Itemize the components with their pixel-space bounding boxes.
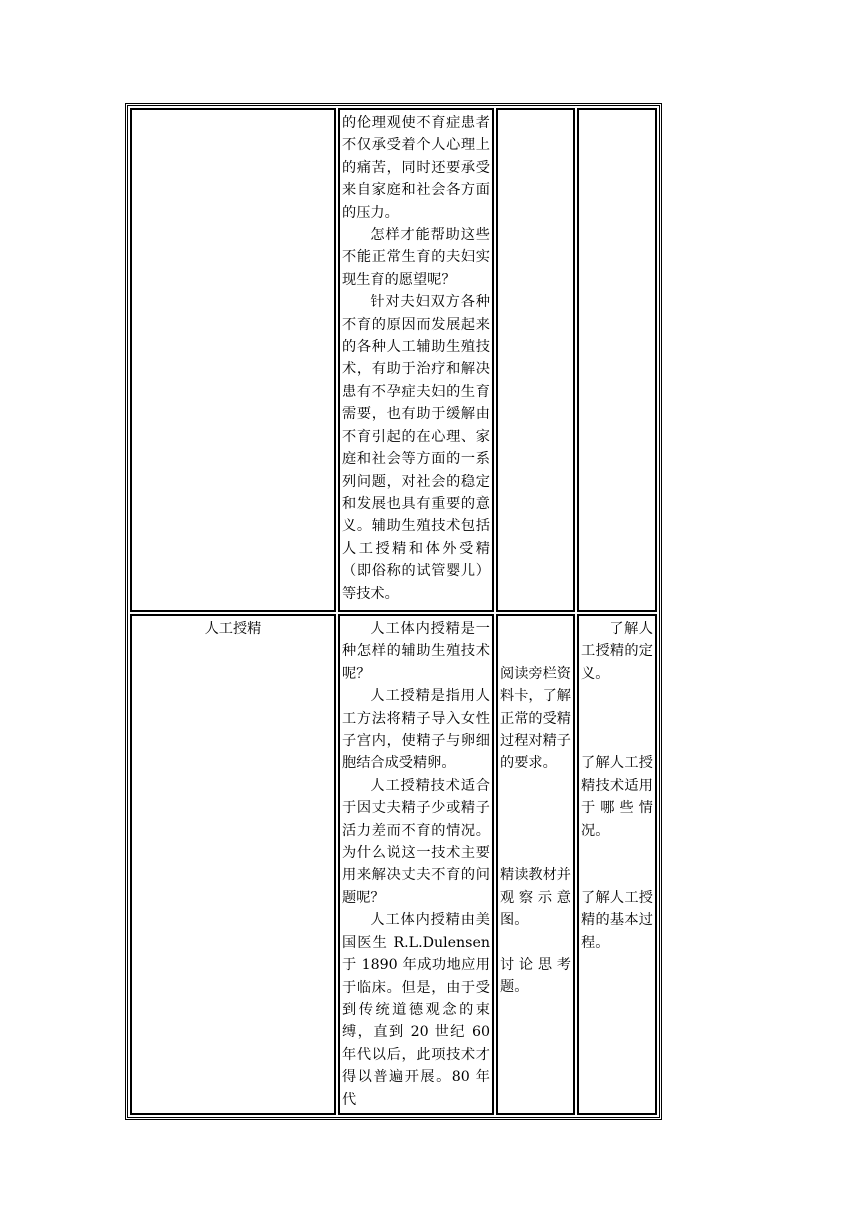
activity-item: 讨论思考题。 <box>500 957 571 996</box>
objective-item: 了解人工授精的定义。 <box>581 621 653 682</box>
objective-item: 了解人工授精技术适用于哪些情况。 <box>581 755 653 839</box>
lesson-plan-table <box>125 103 662 1120</box>
topic-cell <box>130 108 336 612</box>
content-paragraph: 怎样才能帮助这些不能正常生育的夫妇实现生育的愿望呢？ <box>342 227 490 288</box>
content-paragraph: 的伦理观使不育症患者不仅承受着个人心理上的痛苦，同时还要承受来自家庭和社会各方面的压力。 <box>342 115 490 221</box>
objective-item: 了解人工授精的基本过程。 <box>581 889 653 951</box>
content-cell <box>338 614 494 1115</box>
activity-cell <box>496 614 575 1115</box>
lesson-table-container <box>125 103 654 1120</box>
content-paragraph: 人工授精技术适合于因丈夫精子少或精子活力差而不育的情况。为什么说这一技术主要用来解决丈夫不育的问题呢？ <box>342 777 490 906</box>
content-paragraph: 人工授精是指用人工方法将精子导入女性子宫内，使精子与卵细胞结合成受精卵。 <box>342 688 490 772</box>
table-row <box>130 614 657 1115</box>
activity-item: 精读教材并观察示意图。 <box>500 867 571 929</box>
table-row <box>130 108 657 612</box>
content-paragraph: 针对夫妇双方各种不育的原因而发展起来的各种人工辅助生殖技术，有助于治疗和解决患有不孕症夫妇的生育需要，也有助于缓解由不育引起的在心理、家庭和社会等方面的一系列问题，对社会的稳定和发展也具有重要的意义。辅助生殖技术包括人工授精和体外受精（即俗称的试管婴儿）等技术。 <box>342 294 490 602</box>
objective-cell <box>577 614 657 1115</box>
topic-cell <box>130 614 336 1115</box>
activity-cell <box>496 108 575 612</box>
content-cell <box>338 108 494 612</box>
content-paragraph: 人工体内授精由美国医生 R.L.Dulensen 于 1890 年成功地应用于临床。但是，由于受到传统道德观念的束缚，直到 20 世纪 60 年代以后，此项技术才得以普遍开展。80 年代 <box>342 912 490 1108</box>
activity-item: 阅读旁栏资料卡，了解正常的受精过程对精子的要求。 <box>500 665 571 772</box>
objective-cell <box>577 108 657 612</box>
content-paragraph: 人工体内授精是一种怎样的辅助生殖技术呢？ <box>342 621 490 682</box>
topic-title: 人工授精 <box>204 621 262 637</box>
